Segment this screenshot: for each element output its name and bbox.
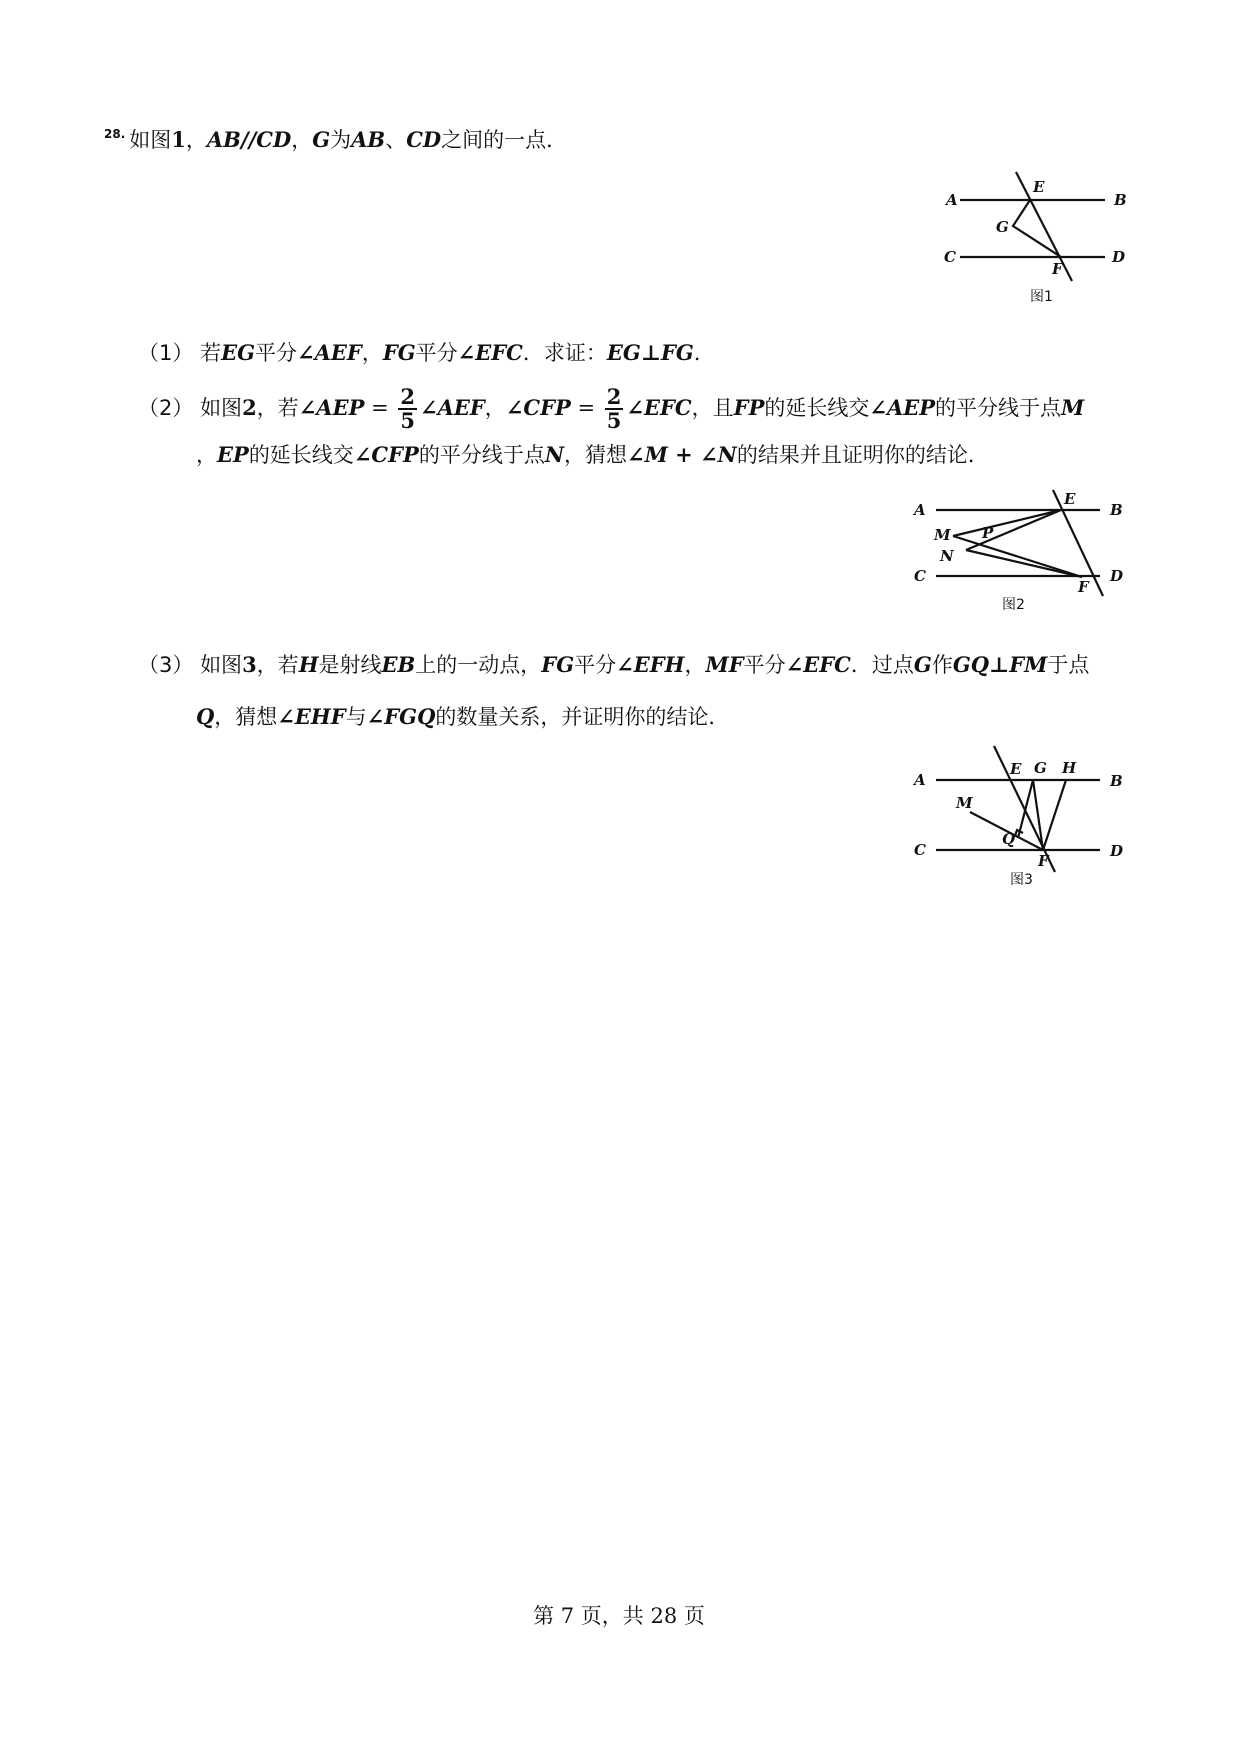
label-n: N <box>940 547 954 565</box>
label-m: M <box>934 526 951 544</box>
label-h: H <box>1062 759 1077 777</box>
figure-3-caption: 图3 <box>1010 872 1033 888</box>
label-f: F <box>1078 578 1089 596</box>
label-b: B <box>1110 501 1123 519</box>
label-c: C <box>914 567 926 585</box>
figure-1-caption: 图1 <box>1030 289 1053 305</box>
part-2: （2） 如图2，若∠AEP = $\frac{2}{5}$ ∠AEF，∠CFP = $\frac{2}{5}$ ∠EFC，且FP的延长线交∠AEP的平分线于点M <box>138 384 1085 433</box>
label-e: E <box>1033 178 1045 196</box>
part-1: （1） 若EG平分∠AEF，FG平分∠EFC．求证：EG⊥FG． <box>138 340 715 365</box>
figure-2 <box>910 486 1140 616</box>
label-b: B <box>1114 191 1127 209</box>
segment-fh <box>1043 780 1066 850</box>
label-c: C <box>944 248 956 266</box>
segment-mf <box>953 536 1082 577</box>
label-q: Q <box>1002 830 1016 848</box>
label-d: D <box>1112 248 1126 266</box>
figure-3 <box>910 744 1140 894</box>
fraction-2-5-second: $\frac{2}{5}$ <box>606 384 622 433</box>
segment-nf <box>966 550 1082 577</box>
label-f: F <box>1052 260 1063 278</box>
problem-intro: $^{28.}$ 如图1，AB//CD，G为AB、CD之间的一点． <box>104 127 568 152</box>
part-3-continued: Q，猜想∠EHF与∠FGQ的数量关系，并证明你的结论． <box>196 704 730 729</box>
label-p: P <box>982 524 994 542</box>
page-footer: 第 7 页，共 28 页 <box>533 1604 705 1628</box>
label-e: E <box>1010 760 1022 778</box>
segments-eg-gf <box>1013 200 1061 257</box>
part-2-continued: ，EP的延长线交∠CFP的平分线于点N，猜想∠M + ∠N的结果并且证明你的结论． <box>196 442 989 467</box>
label-a: A <box>946 191 958 209</box>
figure-1 <box>940 168 1140 308</box>
label-b: B <box>1110 772 1123 790</box>
label-a: A <box>914 501 926 519</box>
label-f: F <box>1038 852 1049 870</box>
label-g: G <box>1034 759 1047 777</box>
label-d: D <box>1110 567 1124 585</box>
label-e: E <box>1064 490 1076 508</box>
segment-fg <box>1033 780 1043 850</box>
label-d: D <box>1110 842 1124 860</box>
label-m: M <box>956 794 973 812</box>
segment-gq <box>1018 780 1033 838</box>
fraction-2-5: $\frac{2}{5}$ <box>400 384 415 433</box>
label-c: C <box>914 841 926 859</box>
figure-2-caption: 图2 <box>1002 597 1025 613</box>
label-g: G <box>996 218 1009 236</box>
part-3: （3） 如图3，若H是射线EB上的一动点，FG平分∠EFH，MF平分∠EFC．过点G作GQ⊥FM于点 <box>138 652 1090 677</box>
problem-number: 28. <box>104 127 126 141</box>
label-a: A <box>914 771 926 789</box>
